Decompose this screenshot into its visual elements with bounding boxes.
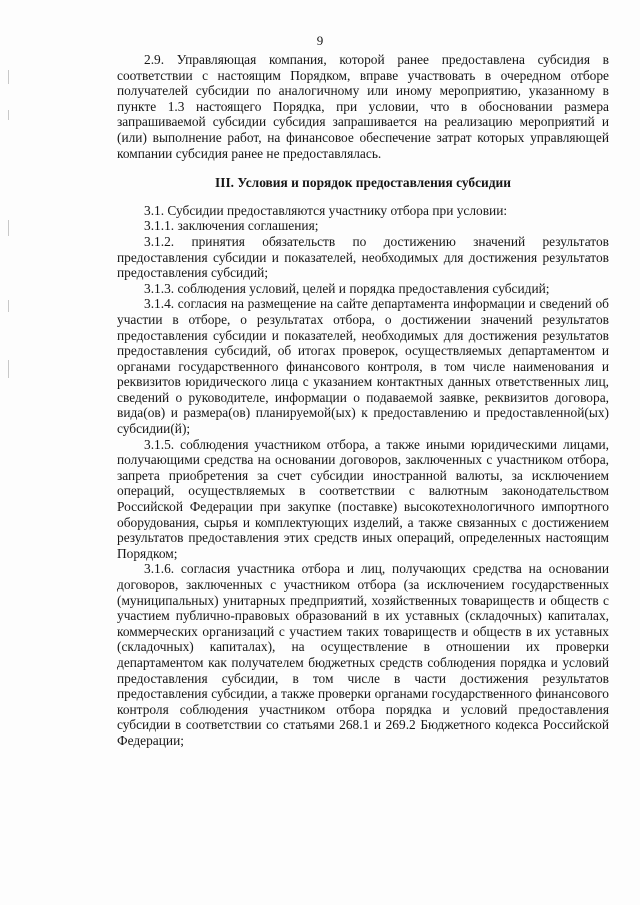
page-number: 9 [316,33,324,48]
paragraph-3-1-4: 3.1.4. согласия на размещение на сайте департамента информации и сведений об участии в отборе, о результатах отбора, о достижении значений результатов предоставления субсидии и показателей, необходимых для достижения результатов предоставления субсидий, об итогах проверок, осуществляемых департаментом и органами государственного финансового контроля, в том числе наименования и реквизитов юридического лица с указанием контактных данных ответственных лиц, сведений о руководителе, информации о подаваемой заявке, реквизитов договора, вида(ов) и размера(ов) планируемой(ых) к предоставлению и предоставленной(ых) субсидии(й); [117,296,609,437]
paragraph-3-1-6: 3.1.6. согласия участника отбора и лиц, получающих средства на основании договоров, заключенных с участником отбора (за исключением государственных (муниципальных) унитарных предприятий, хозяйственных товариществ и обществ с участием публично-правовых образований в их уставных (складочных) капиталах, коммерческих организаций с участием таких товариществ и обществ в их уставных (складочных) капиталах), на осуществление в отношении их проверки департаментом как получателем бюджетных средств соблюдения порядка и условий предоставления субсидии, в том числе в части достижения результатов предоставления субсидии, а также проверки органами государственного финансового контроля соблюдения участником отбора порядка и условий предоставления субсидии в соответствии со статьями 268.1 и 269.2 Бюджетного кодекса Российской Федерации; [117,561,609,748]
paragraph-3-1-2: 3.1.2. принятия обязательств по достижению значений результатов предоставления субсидии и показателей, необходимых для достижения результатов предоставления субсидий; [117,233,609,281]
paragraph-3-1-5: 3.1.5. соблюдения участником отбора, а также иными юридическими лицами, получающими средства на основании договоров, заключенных с участником отбора, запрета приобретения за счет субсидии иностранной валюты, за исключением операций, осуществляемых в соответствии с валютным законодательством Российской Федерации при закупке (поставке) высокотехнологичного импортного оборудования, сырья и комплектующих изделий, а также связанных с достижением результатов предоставления этих средств иных операций, определенных настоящим Порядком; [117,436,609,561]
paragraph-2-9: 2.9. Управляющая компания, которой ранее предоставлена субсидия в соответствии с настоящим Порядком, вправе участвовать в очередном отборе получателей субсидии по аналогичному или иному мероприятию, указанному в пункте 1.3 настоящего Порядка, при условии, что в обосновании размера запрашиваемой субсидии субсидия запрашивается на реализацию мероприятий и (или) выполнение работ, на финансовое обеспечение затрат которых управляющей компании субсидия ранее не предоставлялась. [117,52,609,161]
paragraph-3-1-3: 3.1.3. соблюдения условий, целей и порядка предоставления субсидий; [144,280,550,296]
scan-margin-marks [8,70,10,390]
paragraph-3-1-1: 3.1.1. заключения соглашения; [144,218,319,234]
section-heading: III. Условия и порядок предоставления субсидии [215,175,511,191]
document-body [117,52,609,749]
paragraph-3-1: 3.1. Субсидии предоставляются участнику отбора при условии: [144,202,508,218]
